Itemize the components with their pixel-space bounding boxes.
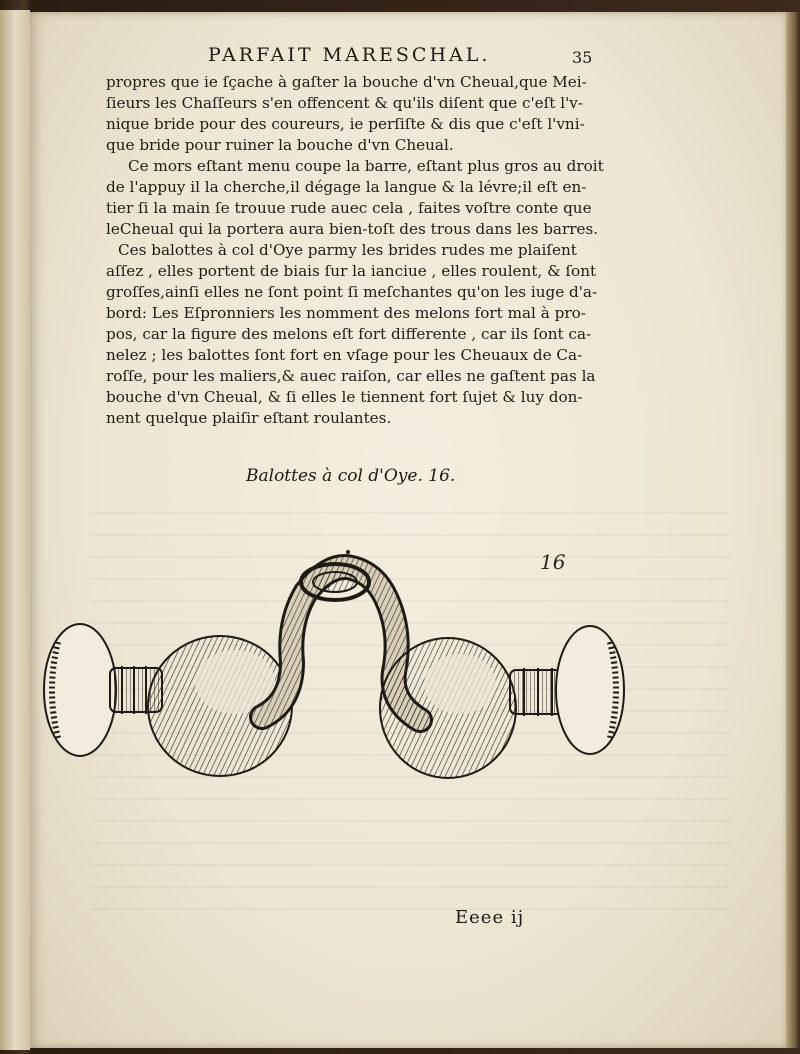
- text-line: ſieurs les Chaſſeurs s'en offencent & qu'ils diſent que c'eſt l'v-: [106, 94, 583, 112]
- text-line: bouche d'vn Cheual, & ſi elles le tiennent fort ſujet & luy don-: [106, 388, 583, 406]
- text-line: groſſes,ainſi elles ne ſont point ſi meſchantes qu'on les iuge d'a-: [106, 283, 598, 301]
- page-header: [30, 44, 788, 74]
- figure-number: 16: [540, 550, 566, 574]
- previous-page-edge: [0, 10, 30, 1050]
- paragraph-3: [106, 240, 636, 429]
- paragraph-2: [106, 156, 636, 240]
- text-line: leCheual qui la portera aura bien-toſt des trous dans les barres.: [106, 220, 599, 238]
- paragraph-1: [106, 72, 636, 156]
- text-line: nique bride pour des coureurs, ie perſiſte & dis que c'eſt l'vni-: [106, 115, 585, 133]
- right-cheek-disc: [556, 626, 624, 754]
- signature-mark: Eeee ij: [455, 907, 525, 928]
- book-page: [30, 12, 788, 1048]
- text-line: de l'appuy il la cherche,il dégage la langue & la lévre;il eſt en-: [106, 178, 587, 196]
- right-ball: [380, 638, 516, 778]
- text-line: nent quelque plaiſir eſtant roulantes.: [106, 409, 392, 427]
- body-text: [106, 72, 636, 429]
- text-line: bord: Les Eſpronniers les nomment des melons fort mal à pro-: [106, 304, 586, 322]
- text-line: que bride pour ruiner la bouche d'vn Cheual.: [106, 136, 454, 154]
- bit-illustration: [30, 542, 788, 792]
- text-line: tier ſi la main ſe trouue rude auec cela , faites voſtre conte que: [106, 199, 592, 217]
- text-line: pos, car la figure des melons eſt fort differente , car ils ſont ca-: [106, 325, 592, 343]
- page-number: 35: [572, 48, 593, 67]
- text-line: roſſe, pour les maliers,& auec raiſon, car elles ne gaſtent pas la: [106, 367, 596, 385]
- running-title: PARFAIT MARESCHAL.: [208, 44, 491, 66]
- left-cheek-disc: [44, 624, 116, 756]
- text-line: aſſez , elles portent de biais ſur la ianciue , elles roulent, & ſont: [106, 262, 597, 280]
- text-line: Ce mors eſtant menu coupe la barre, eſtant plus gros au droit: [128, 157, 604, 175]
- bit-engraving: [30, 542, 788, 792]
- text-line: nelez ; les balottes ſont fort en vſage pour les Cheuaux de Ca-: [106, 346, 583, 364]
- text-line: propres que ie ſçache à gaſter la bouche d'vn Cheual,que Mei-: [106, 73, 587, 91]
- figure-caption: Balottes à col d'Oye. 16.: [246, 466, 456, 486]
- page-edge-right: [786, 12, 800, 1048]
- text-line: Ces balottes à col d'Oye parmy les brides rudes me plaiſent: [118, 241, 577, 259]
